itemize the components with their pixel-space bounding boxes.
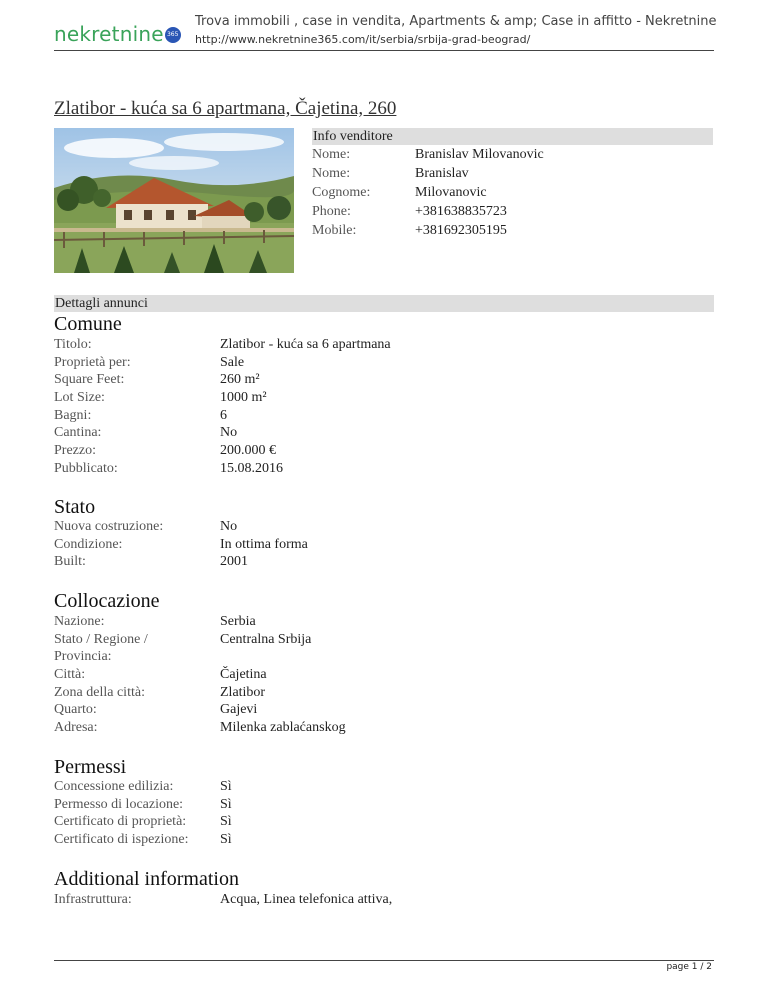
seller-label: Phone: xyxy=(312,204,351,219)
detail-label: Permesso di locazione: xyxy=(54,796,184,812)
seller-label: Nome: xyxy=(312,147,351,162)
seller-info xyxy=(312,128,713,240)
detail-value: Serbia xyxy=(220,614,256,629)
seller-info-heading: Info venditore xyxy=(312,128,713,145)
detail-label: Città: xyxy=(54,667,86,683)
detail-label: Provincia: xyxy=(54,649,112,665)
detail-label: Built: xyxy=(54,554,86,570)
detail-row xyxy=(54,666,654,684)
seller-row xyxy=(312,164,713,183)
seller-phone[interactable]: +381638835723 xyxy=(415,204,507,219)
seller-label: Mobile: xyxy=(312,223,357,238)
detail-label: Zona della città: xyxy=(54,684,145,700)
detail-value: Acqua, Linea telefonica attiva, xyxy=(220,892,393,907)
logo-text: nekretnine xyxy=(54,22,164,46)
site-url[interactable]: http://www.nekretnine365.com/it/serbia/srbija-grad-beograd/ xyxy=(195,33,531,46)
section-title-permessi: Permessi xyxy=(54,756,127,778)
seller-value: Milovanovic xyxy=(415,185,487,200)
detail-row xyxy=(54,336,654,354)
detail-row xyxy=(54,536,654,554)
seller-row xyxy=(312,202,713,221)
detail-label: Titolo: xyxy=(54,337,92,352)
detail-label: Proprietà per: xyxy=(54,354,131,370)
detail-value: No xyxy=(220,425,238,441)
detail-value: 6 xyxy=(220,407,227,423)
seller-label: Cognome: xyxy=(312,185,371,200)
detail-value: Sale xyxy=(220,354,245,370)
detail-value: Sì xyxy=(220,832,232,848)
detail-label: Cantina: xyxy=(54,425,102,441)
seller-row xyxy=(312,183,713,202)
detail-value: 2001 xyxy=(220,554,248,570)
section-rows-collocazione xyxy=(54,613,654,737)
detail-value: Zlatibor - kuća sa 6 apartmana xyxy=(220,337,391,352)
detail-row xyxy=(54,831,654,849)
detail-label: Certificato di proprietà: xyxy=(54,814,187,830)
header-divider xyxy=(54,50,714,51)
seller-mobile[interactable]: +381692305195 xyxy=(415,223,507,238)
site-logo[interactable] xyxy=(54,20,181,48)
detail-value: In ottima forma xyxy=(220,536,308,552)
section-rows-stato xyxy=(54,518,654,571)
detail-row xyxy=(54,553,654,571)
detail-row xyxy=(54,389,654,407)
detail-row xyxy=(54,701,654,719)
detail-row xyxy=(54,719,654,737)
footer-divider xyxy=(54,960,714,961)
detail-row xyxy=(54,891,654,909)
site-title: Trova immobili , case in vendita, Apartments & amp; Case in affitto - Nekretnine xyxy=(195,14,717,29)
detail-row xyxy=(54,613,654,631)
section-rows-additional-information xyxy=(54,891,654,909)
detail-label: Prezzo: xyxy=(54,443,96,459)
seller-row xyxy=(312,145,713,164)
detail-value: Milenka zablaćanskog xyxy=(220,720,346,736)
section-rows-permessi xyxy=(54,778,654,849)
page-number: page 1 / 2 xyxy=(666,962,712,972)
detail-row xyxy=(54,354,654,372)
property-photo xyxy=(54,128,294,273)
detail-value: Sì xyxy=(220,779,232,794)
detail-value: 260 m² xyxy=(220,372,260,388)
detail-label: Stato / Regione / xyxy=(54,631,148,647)
detail-row xyxy=(54,796,654,814)
detail-row xyxy=(54,460,654,478)
detail-label: Nuova costruzione: xyxy=(54,519,164,534)
detail-row xyxy=(54,407,654,425)
detail-value: Zlatibor xyxy=(220,684,266,700)
listing-title[interactable]: Zlatibor - kuća sa 6 apartmana, Čajetina, 260 xyxy=(54,98,397,119)
detail-label: Infrastruttura: xyxy=(54,892,132,907)
detail-label: Condizione: xyxy=(54,536,123,552)
detail-label: Quarto: xyxy=(54,702,97,718)
detail-value: 200.000 € xyxy=(220,443,276,459)
seller-value: Branislav xyxy=(415,166,469,181)
detail-label: Bagni: xyxy=(54,407,92,423)
detail-value: Čajetina xyxy=(220,667,267,683)
details-heading: Dettagli annunci xyxy=(54,295,714,312)
page-header xyxy=(54,14,717,48)
detail-row xyxy=(54,778,654,796)
detail-label: Lot Size: xyxy=(54,390,105,406)
section-title-stato: Stato xyxy=(54,496,96,518)
detail-row xyxy=(54,371,654,389)
detail-value: Sì xyxy=(220,814,232,830)
detail-row xyxy=(54,518,654,536)
seller-label: Nome: xyxy=(312,166,351,181)
detail-row xyxy=(54,424,654,442)
detail-label: Certificato di ispezione: xyxy=(54,832,189,848)
detail-label: Pubblicato: xyxy=(54,460,118,476)
seller-row xyxy=(312,221,713,240)
detail-value: Gajevi xyxy=(220,702,258,718)
detail-value: No xyxy=(220,519,238,534)
detail-label: Square Feet: xyxy=(54,372,125,388)
logo-badge-icon: 365 xyxy=(165,27,181,43)
detail-label: Concessione edilizia: xyxy=(54,779,174,794)
detail-label: Adresa: xyxy=(54,720,98,736)
detail-row xyxy=(54,648,654,666)
detail-value: 1000 m² xyxy=(220,390,267,406)
detail-value: Sì xyxy=(220,796,232,812)
section-title-collocazione: Collocazione xyxy=(54,590,160,612)
seller-value: Branislav Milovanovic xyxy=(415,147,544,162)
detail-row xyxy=(54,684,654,702)
section-rows-comune xyxy=(54,336,654,478)
section-title-additional-information: Additional information xyxy=(54,868,239,890)
detail-value: 15.08.2016 xyxy=(220,460,283,476)
detail-value: Centralna Srbija xyxy=(220,631,312,647)
section-title-comune: Comune xyxy=(54,313,122,335)
detail-row xyxy=(54,813,654,831)
detail-row xyxy=(54,442,654,460)
detail-label: Nazione: xyxy=(54,614,105,629)
detail-row xyxy=(54,631,654,649)
